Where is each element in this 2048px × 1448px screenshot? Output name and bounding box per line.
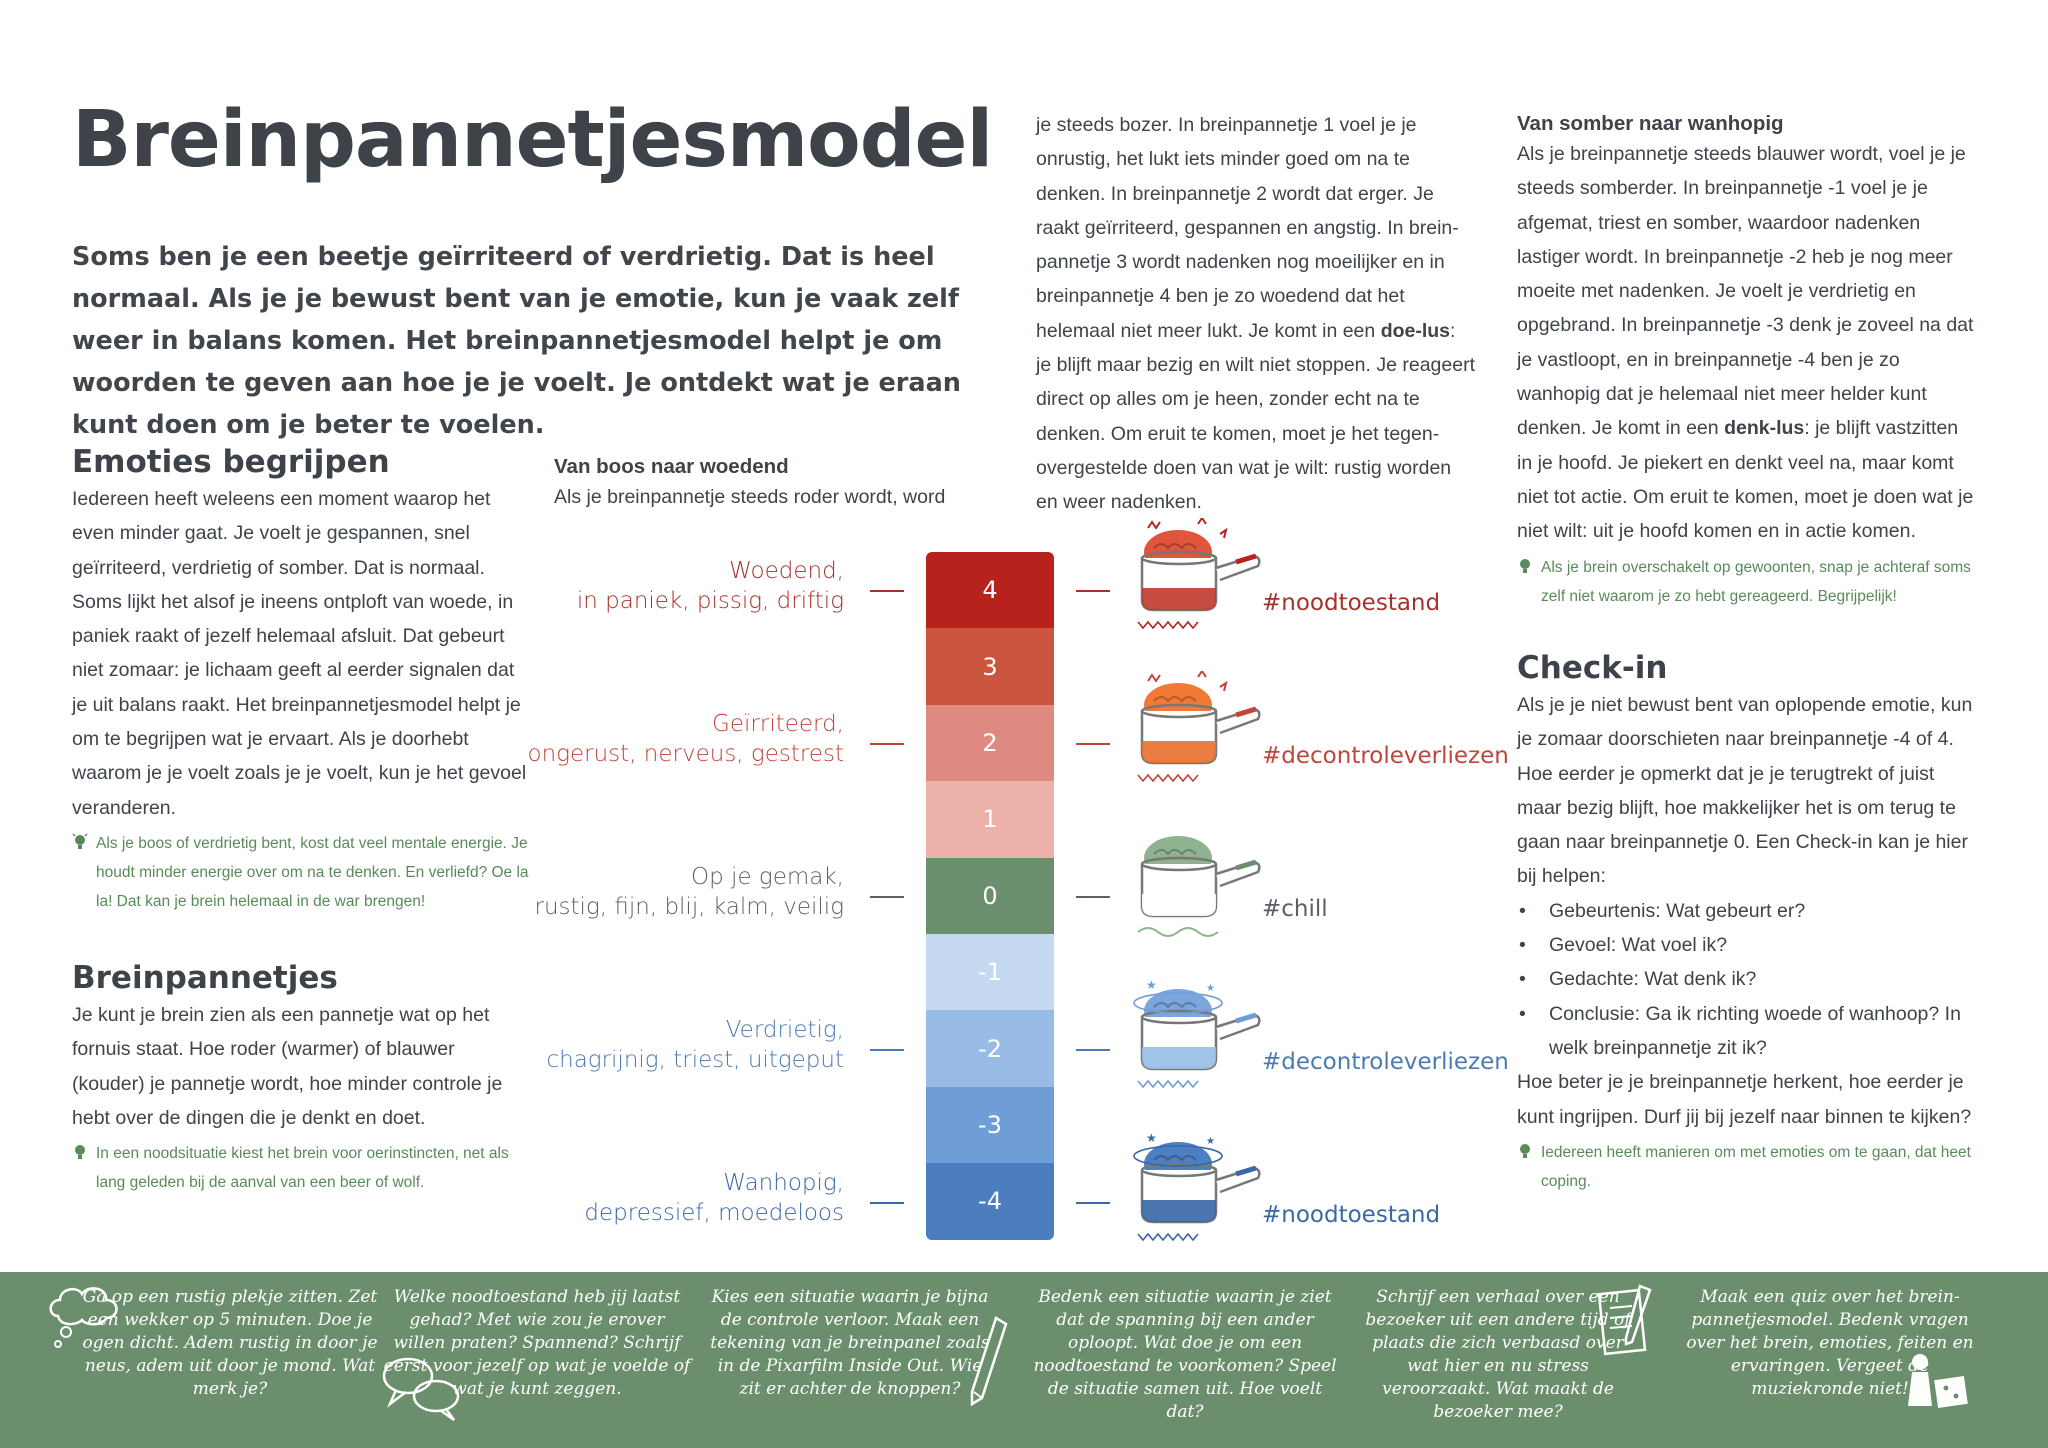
hashtag-label: #noodtoestand: [1262, 1202, 1441, 1228]
emotion-label-synonyms: ongerust, nerveus, gestrest: [527, 741, 844, 767]
connector-line: [1076, 1049, 1110, 1051]
pannetjes-section: [72, 960, 532, 1197]
boos-continued: [1036, 108, 1476, 520]
emotion-label-primary: Op je gemak,: [691, 864, 844, 890]
connector-line: [1076, 896, 1110, 898]
connector-line: [870, 590, 904, 592]
checkin-list: [1517, 894, 1977, 1065]
boos-text-end: : je blijft maar bezig en wilt niet stoppen. Je reageert direct op alles om je heen, zonder echt na te denken. Om eruit te komen, moet je het tegenovergestelde doen van wat je wilt: rustig worden en weer nadenken.: [1036, 319, 1475, 514]
emoties-heading: Emoties begrijpen: [72, 444, 390, 480]
boos-section: [554, 455, 1014, 514]
page-title: Breinpannetjesmodel: [72, 95, 993, 185]
scale-level: 3: [926, 628, 1054, 704]
hashtag-label: #decontroleverliezen: [1262, 1049, 1509, 1075]
scale-level: -3: [926, 1087, 1054, 1163]
pannetjes-tip: [72, 1139, 532, 1197]
svg-text:★: ★: [1146, 1131, 1157, 1145]
list-item: • Gebeurtenis: Wat gebeurt er?: [1517, 894, 1977, 928]
scale-level: -4: [926, 1163, 1054, 1239]
brain-pot-icon: [1128, 977, 1268, 1095]
emoties-tip-text: Als je boos of verdrietig bent, kost dat veel mentale energie. Je houdt minder energie over om na te denken. En verliefd? Oe la la! Dat kan je brein helemaal in de war brengen!: [96, 834, 529, 910]
lightbulb-icon: [72, 1143, 88, 1161]
pannetjes-tip-text: In een noodsituatie kiest het brein voor oerinstincten, net als lang geleden bij de aanval van een beer of wolf.: [96, 1145, 509, 1192]
footer-activity-5: Schrijf een verhaal over een bezoeker uit een andere tijd of plaats die zich verbaasd over wat hier en nu stress veroorzaakt. Wat maakt de bezoeker mee?: [1365, 1287, 1631, 1422]
somber-tip-text: Als je brein overschakelt op gewoonten, snap je achteraf soms zelf niet waarom je zo hebt gereageerd. Begrijpelijk!: [1541, 558, 1971, 605]
svg-text:★: ★: [1146, 978, 1157, 992]
emotion-label-synonyms: depressief, moedeloos: [584, 1200, 844, 1226]
emotion-label-synonyms: in paniek, pissig, driftig: [576, 588, 844, 614]
emoties-body: Iedereen heeft weleens een moment waarop het even minder gaat. Je voelt je gespannen, snel geïrriteerd, verdrietig of somber. Dat is normaal. Soms lijkt het alsof je ineens ontploft van woede, in paniek raakt of jezelf helemaal afsluit. Dat gebeurt niet zomaar: je lichaam geeft al eerder signalen dat je uit balans raakt. Het breinpannetjesmodel helpt je om te begrijpen wat je ervaart. Als je doorhebt waarom je je voelt zoals je je voelt, kun je het gevoel veranderen.: [72, 488, 527, 819]
hashtag-label: #decontroleverliezen: [1262, 743, 1509, 769]
emotion-label: [577, 556, 844, 616]
svg-text:★: ★: [1206, 983, 1215, 994]
emotion-label: [535, 862, 844, 922]
checkin-tip-text: Iedereen heeft manieren om met emoties om te gaan, dat heet coping.: [1541, 1143, 1971, 1190]
somber-text-end: : je blijft vastzitten in je hoofd. Je piekert en denkt veel na, maar komt niet tot actie. Om eruit te komen, moet je doen wat je niet wilt: uit je hoofd komen en in actie komen.: [1517, 417, 1974, 543]
footer-activity-2: Welke noodtoestand heb jij laatst gehad? Met wie zou je erover willen praten? Spannend? Schrijf eerst voor jezelf op wat je voelde of wat je kunt zeggen.: [383, 1287, 691, 1399]
doe-lus-term: doe-lus: [1380, 319, 1451, 342]
emoties-section: [72, 444, 532, 916]
lightbulb-icon: [1517, 1142, 1533, 1160]
checkin-closing: Hoe beter je je breinpannetje herkent, hoe eerder je kunt ingrijpen. Durf jij bij jezelf naar binnen te kijken?: [1517, 1071, 1972, 1128]
list-item: • Conclusie: Ga ik richting woede of wanhoop? In welk breinpannetje zit ik?: [1517, 997, 1977, 1066]
intro-text: Soms ben je een beetje geïrriteerd of verdrietig. Dat is heel normaal. Als je je bewust bent van je emotie, kun je vaak zelf weer in balans komen. Het breinpannetjesmodel helpt je om woorden te geven aan hoe je je voelt. Je ontdekt wat je eraan kunt doen om je beter te voelen.: [72, 242, 961, 440]
connector-line: [870, 743, 904, 745]
brain-pot-icon: [1128, 518, 1268, 636]
boos-text: je steeds bozer. In breinpannetje 1 voel je je onrustig, het lukt iets minder goed om na te denken. In breinpannetje 2 wordt dat erger. Je raakt geïrriteerd, gespannen en angstig. In breinpannetje 3 wordt nadenken nog moeilijker en in breinpannetje 4 ben je zo woedend dat het helemaal niet meer lukt. Je komt in een: [1036, 114, 1459, 342]
emotion-label-primary: Wanhopig,: [723, 1170, 844, 1196]
connector-line: [1076, 743, 1110, 745]
emotion-label-primary: Verdrietig,: [725, 1017, 844, 1043]
emotion-label-synonyms: rustig, fijn, blij, kalm, veilig: [534, 894, 844, 920]
footer-activity-6: Maak een quiz over het breinpannetjesmodel. Bedenk vragen over het brein, emoties, feiten en ervaringen. Vergeet de muziekronde niet!: [1686, 1287, 1974, 1399]
scale-level: 2: [926, 705, 1054, 781]
scale-level: -1: [926, 934, 1054, 1010]
pannetjes-body: Je kunt je brein zien als een pannetje wat op het fornuis staat. Hoe roder (warmer) of blauwer (kouder) je pannetje wordt, hoe minder controle je hebt over de dingen die je denkt en doet.: [72, 1004, 503, 1129]
somber-tip: [1517, 553, 1977, 611]
checkin-tip: [1517, 1138, 1977, 1196]
hashtag-label: #noodtoestand: [1262, 590, 1441, 616]
scale-level: -2: [926, 1010, 1054, 1086]
lightbulb-icon: [72, 833, 88, 851]
checkin-body: Als je je niet bewust bent van oplopende emotie, kun je zomaar doorschieten naar breinpannetje -4 of 4. Hoe eerder je opmerkt dat je je terugtrekt of juist maar bezig blijft, hoe makkelijker het is om terug te gaan naar breinpannetje 0. Een Check-in kan je hier bij helpen:: [1517, 694, 1973, 888]
list-item: • Gevoel: Wat voel ik?: [1517, 928, 1977, 962]
emoties-tip: [72, 829, 532, 916]
connector-line: [1076, 1202, 1110, 1204]
emotion-label: [546, 1015, 844, 1075]
boos-heading: Van boos naar woedend: [554, 455, 789, 478]
footer-activity-3: Kies een situatie waarin je bijna de controle verloor. Maak een tekening van je breinpanel zoals in de Pixarfilm Inside Out. Wie zit er achter de knoppen?: [710, 1287, 990, 1399]
denk-lus-term: denk-lus: [1724, 417, 1805, 440]
somber-body: [1517, 137, 1977, 549]
footer-activity-1: Ga op een rustig plekje zitten. Zet een wekker op 5 minuten. Doe je ogen dicht. Adem rustig in door je neus, adem uit door je mond. Wat merk je?: [82, 1287, 378, 1399]
lightbulb-icon: [1517, 557, 1533, 575]
somber-heading: Van somber naar wanhopig: [1517, 112, 1784, 135]
emotion-label-primary: Geïrriteerd,: [712, 711, 844, 737]
emotion-label: [528, 709, 844, 769]
brain-pot-icon: [1128, 824, 1268, 942]
connector-line: [1076, 590, 1110, 592]
boos-line1: Als je breinpannetje steeds roder wordt, word: [554, 486, 946, 508]
brain-pot-icon: [1128, 671, 1268, 789]
svg-text:★: ★: [1206, 1136, 1215, 1147]
somber-section: [1517, 112, 1977, 611]
list-item: • Gedachte: Wat denk ik?: [1517, 962, 1977, 996]
checkin-section: [1517, 650, 1977, 1196]
footer-activity-4: Bedenk een situatie waarin je ziet dat de spanning bij een ander oploopt. Wat doe je om een noodtoestand te voorkomen? Speel de situatie samen uit. Hoe voelt dat?: [1033, 1287, 1337, 1422]
scale-level: 1: [926, 781, 1054, 857]
emotion-label-primary: Woedend,: [729, 558, 844, 584]
connector-line: [870, 1049, 904, 1051]
emotion-label-synonyms: chagrijnig, triest, uitgeput: [546, 1047, 844, 1073]
somber-text: Als je breinpannetje steeds blauwer wordt, voel je je steeds somberder. In breinpannetje -1 voel je je afgemat, triest en somber, waardoor nadenken lastiger wordt. In breinpannetje -2 heb je nog meer moeite met nadenken. Je voelt je verdrietig en opgebrand. In breinpannetje -3 denk je zoveel na dat je vastloopt, en in breinpannetje -4 ben je zo wanhopig dat je helemaal niet meer helder kunt denken. Je komt in een: [1517, 143, 1974, 440]
breinpannetjes-scale: [926, 552, 1054, 1240]
pannetjes-heading: Breinpannetjes: [72, 960, 338, 996]
scale-level: 4: [926, 552, 1054, 628]
brain-pot-icon: [1128, 1130, 1268, 1248]
connector-line: [870, 1202, 904, 1204]
emotion-label: [584, 1168, 844, 1228]
checkin-heading: Check-in: [1517, 650, 1668, 686]
hashtag-label: #chill: [1262, 896, 1328, 922]
connector-line: [870, 896, 904, 898]
scale-level: 0: [926, 858, 1054, 934]
